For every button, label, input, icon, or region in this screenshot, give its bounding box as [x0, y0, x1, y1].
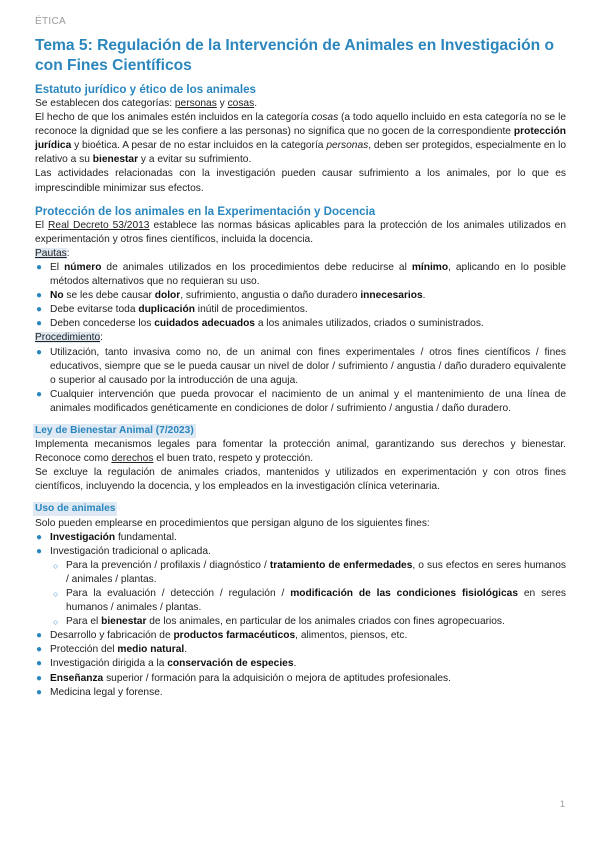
bullet-icon: ● — [36, 290, 43, 302]
circle-bullet-icon: ○ — [53, 617, 59, 628]
list-item: ● El número de animales utilizados en los procedimientos debe reducirse al mínimo, aplicando en lo posible métodos alternativos que no requieran su uso. — [36, 261, 567, 288]
list-item: ● Investigación dirigida a la conservación de especies. — [35, 657, 566, 671]
bullet-icon: ● — [36, 261, 43, 273]
list-item: ● Desarrollo y fabricación de productos farmacéuticos, alimentos, piensos, etc. — [35, 629, 566, 643]
pautas-list — [35, 261, 566, 331]
paragraph: El Real Decreto 53/2013 establece las normas básicas aplicables para la protección de los animales utilizados en experimentación y otros fines científicos, incluida la docencia. — [35, 219, 566, 245]
bullet-icon: ● — [36, 545, 43, 557]
paragraph: Solo pueden emplearse en procedimientos que persigan alguno de los siguientes fines: — [35, 517, 430, 529]
page-title: Tema 5: Regulación de la Intervención de Animales en Investigación o con Fines Científicos — [35, 37, 555, 74]
fines-list — [35, 531, 566, 559]
circle-bullet-icon: ○ — [53, 589, 59, 599]
bullet-icon: ● — [36, 388, 43, 400]
procedimiento-list — [35, 346, 566, 416]
sub-list-item: ○ Para el bienestar de los animales, en particular de los animales criados con fines agropecuarios. — [51, 615, 566, 629]
bullet-icon: ● — [36, 304, 43, 316]
list-item: ● Enseñanza superior / formación para la adquisición o mejora de aptitudes profesionales. — [35, 672, 566, 686]
list-item: ● Debe evitarse toda duplicación inútil de procedimientos. — [35, 303, 566, 317]
section-heading-estatuto: Estatuto jurídico y ético de los animales — [35, 83, 256, 96]
page-number: 1 — [559, 799, 565, 809]
bullet-icon: ● — [36, 672, 43, 684]
paragraph: Implementa mecanismos legales para fomentar la protección animal, garantizando sus derechos y bienestar. Reconoce como derechos el buen trato, respeto y protección. — [35, 439, 566, 465]
list-item: ● Protección del medio natural. — [35, 643, 566, 657]
sub-list — [35, 559, 566, 629]
bullet-icon: ● — [36, 630, 43, 642]
list-item: ● Medicina legal y forense. — [35, 686, 566, 700]
paragraph: Las actividades relacionadas con la investigación pueden causar sufrimiento a los animales, por lo que es imprescindible minimizar sus efectos. — [35, 168, 566, 194]
section-heading-proteccion: Protección de los animales en la Experimentación y Docencia — [35, 204, 376, 218]
document-body — [35, 82, 566, 700]
section-heading-uso-animales: Uso de animales — [35, 503, 116, 515]
bullet-icon: ● — [36, 686, 43, 698]
fines-list-continued — [35, 629, 566, 699]
bullet-icon: ● — [36, 658, 43, 670]
section-heading-ley-bienestar: Ley de Bienestar Animal (7/2023) — [35, 424, 194, 436]
page-header: ÉTICA — [35, 16, 66, 27]
bullet-icon: ● — [36, 318, 43, 330]
list-item: ● Investigación tradicional o aplicada. — [35, 545, 566, 559]
bullet-icon: ● — [36, 346, 43, 358]
list-item: ● No se les debe causar dolor, sufrimiento, angustia o daño duradero innecesarios. — [35, 289, 566, 303]
list-item: ● Investigación fundamental. — [35, 531, 566, 545]
list-item: ● Cualquier intervención que pueda provocar el nacimiento de un animal y el mantenimiento de una línea de animales modificados genéticamente en condiciones de dolor / sufrimiento / angustia / daño duradero. — [36, 388, 566, 414]
paragraph: Se excluye la regulación de animales criados, mantenidos y utilizados en experimentación y con otros fines científicos, incluyendo la docencia, y los empleados en la investigación clínica veterinaria. — [35, 467, 566, 493]
list-item: ● Utilización, tanto invasiva como no, de un animal con fines experimentales / otros fines científicos / fines educativos, siempre que se le pueda causar un nivel de dolor / sufrimiento / angustia / daño duradero equivalente o superior al causado por la introducción de una aguja. — [36, 346, 566, 386]
circle-bullet-icon: ○ — [53, 560, 59, 571]
pautas-label: Pautas: — [35, 247, 70, 259]
paragraph: Se establecen dos categorías: personas y cosas. — [35, 98, 258, 109]
paragraph: El hecho de que los animales estén incluidos en la categoría cosas (a todo aquello incluido en esta categoría no se le reconoce la dignidad que se les confiere a las personas) no significa que no gocen de la correspondiente protección jurídica y bioética. A pesar de no estar incluidos en la categoría personas, deben ser protegidos, especialmente en lo relativo a su bienestar y a evitar su sufrimiento. — [35, 112, 566, 166]
bullet-icon: ● — [36, 531, 43, 543]
bullet-icon: ● — [36, 644, 43, 656]
sub-list-item: ○ Para la prevención / profilaxis / diagnóstico / tratamiento de enfermedades, o sus efectos en seres humanos / animales / plantas. — [53, 559, 566, 585]
list-item: ● Deben concederse los cuidados adecuados a los animales utilizados, criados o suministrados. — [35, 317, 566, 331]
sub-list-item: ○ Para la evaluación / detección / regulación / modificación de las condiciones fisiológicas en seres humanos / animales / plantas. — [53, 588, 566, 614]
procedimiento-label: Procedimiento: — [35, 332, 103, 344]
